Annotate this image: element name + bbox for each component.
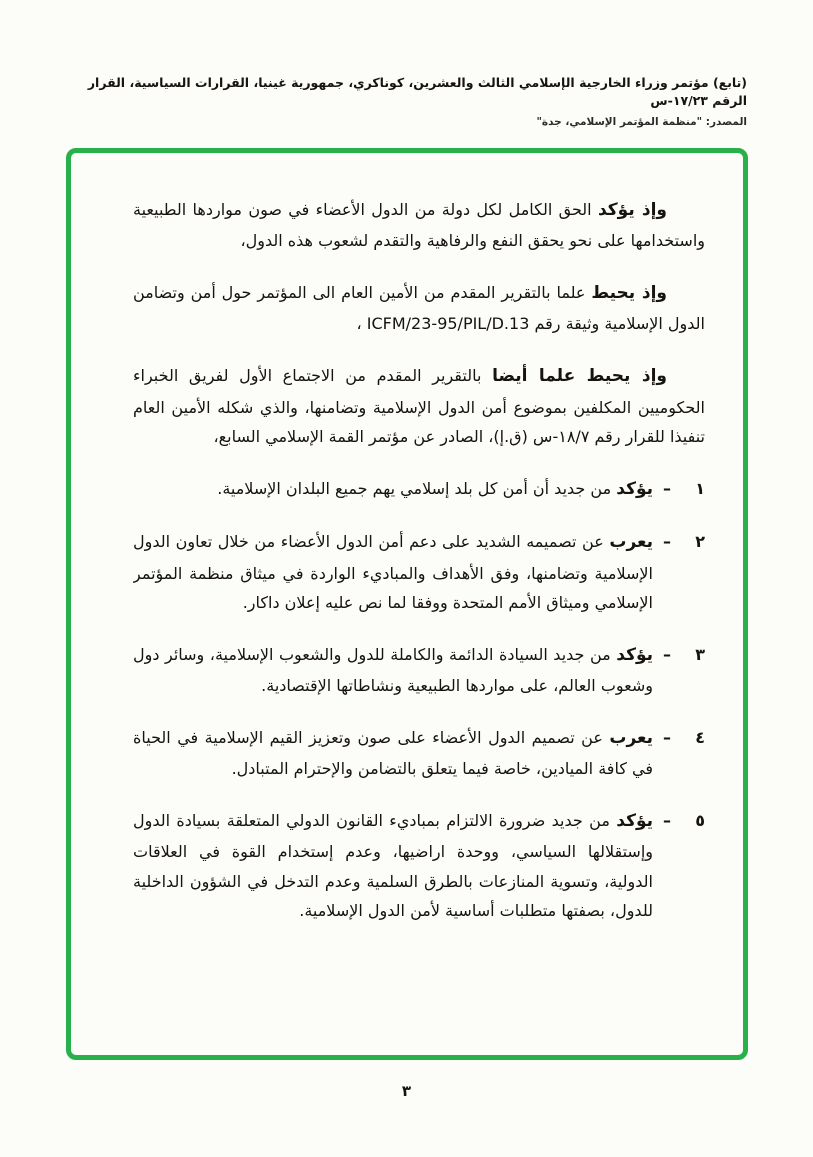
resolution-item-1 bbox=[133, 474, 705, 505]
item-dash: – bbox=[663, 478, 671, 498]
item-dash: – bbox=[663, 727, 671, 747]
item-body-text: عن تصميمه الشديد على دعم أمن الدول الأعضاء من خلال تعاون الدول الإسلامية وتضامنها، وفق الأهداف والمباديء الواردة في ميثاق منظمة المؤتمر الإسلامي وميثاق الأمم المتحدة ووفقا لما نص عليه إعلان داكار. bbox=[133, 532, 653, 613]
item-number bbox=[653, 723, 705, 784]
item-lead: يعرب bbox=[609, 727, 654, 748]
item-dash: – bbox=[663, 810, 671, 830]
item-number-value: ٢ bbox=[695, 532, 705, 552]
item-number bbox=[653, 527, 705, 618]
item-dash: – bbox=[663, 532, 671, 552]
content-border-box bbox=[66, 148, 748, 1060]
item-lead: يؤكد bbox=[616, 478, 653, 499]
item-lead: يعرب bbox=[609, 532, 654, 553]
item-body-text: من جديد أن أمن كل بلد إسلامي يهم جميع البلدان الإسلامية. bbox=[217, 478, 612, 498]
item-text bbox=[133, 723, 653, 784]
paragraph-text: الحق الكامل لكل دولة من الدول الأعضاء في صون مواردها الطبيعية واستخدامها على نحو يحقق النفع والرفاهية والتقدم لشعوب هذه الدول، bbox=[133, 200, 705, 251]
paragraph-text: بالتقرير المقدم من الاجتماع الأول لفريق الخبراء الحكوميين المكلفين بموضوع أمن الدول الإسلامية وتضامنها، والذي شكله الأمين العام تنفيذا للقرار رقم ١٨/٧-س (ق.إ)، الصادر عن مؤتمر القمة الإسلامي السابع، bbox=[133, 366, 705, 447]
header-title: (تابع) مؤتمر وزراء الخارجية الإسلامي الثالث والعشرين، كوناكري، جمهورية غينيا، القرارات السياسية، القرار الرقم ١٧/٢٣-س bbox=[87, 75, 747, 108]
resolution-items-list bbox=[133, 474, 705, 926]
item-number bbox=[653, 474, 705, 505]
paragraph-lead: وإذ يحيط علما أيضا bbox=[492, 366, 667, 387]
document-header bbox=[70, 74, 747, 128]
item-text bbox=[133, 640, 653, 701]
item-body-text: من جديد ضرورة الالتزام بمباديء القانون الدولي المتعلقة بسيادة الدول وإستقلالها السياسي، ووحدة اراضيها، وعدم إستخدام القوة في العلاقات الدولية، وتسوية المنازعات بالطرق السلمية وعدم التدخل في الشؤون الداخلية للدول، بصفتها متطلبات أساسية لأمن الدول الإسلامية. bbox=[133, 810, 653, 921]
preamble-paragraph-2 bbox=[133, 278, 705, 339]
item-text bbox=[133, 806, 653, 926]
item-text bbox=[133, 474, 653, 505]
item-lead: يؤكد bbox=[616, 810, 653, 831]
document-content bbox=[133, 195, 705, 1045]
resolution-item-2 bbox=[133, 527, 705, 618]
item-text bbox=[133, 527, 653, 618]
item-number-value: ٣ bbox=[695, 644, 705, 664]
header-source: المصدر: "منظمة المؤتمر الإسلامي، جدة" bbox=[536, 116, 747, 128]
item-number bbox=[653, 640, 705, 701]
item-number bbox=[653, 806, 705, 926]
item-number-value: ٤ bbox=[695, 727, 705, 747]
item-number-value: ٥ bbox=[695, 810, 705, 830]
item-dash: – bbox=[663, 644, 671, 664]
paragraph-text: علما بالتقرير المقدم من الأمين العام الى المؤتمر حول أمن وتضامن الدول الإسلامية وثيقة رقم ICFM/23-95/PIL/D.13 ، bbox=[133, 283, 705, 334]
item-number-value: ١ bbox=[695, 478, 705, 498]
resolution-item-4 bbox=[133, 723, 705, 784]
paragraph-lead: وإذ يحيط bbox=[591, 283, 667, 304]
item-body-text: من جديد السيادة الدائمة والكاملة للدول والشعوب الإسلامية، وسائر دول وشعوب العالم، على مواردها الطبيعية ونشاطاتها الإقتصادية. bbox=[133, 644, 653, 696]
preamble-paragraph-3 bbox=[133, 361, 705, 452]
paragraph-lead: وإذ يؤكد bbox=[597, 200, 667, 220]
preamble-paragraph-1 bbox=[133, 195, 705, 256]
resolution-item-3 bbox=[133, 640, 705, 701]
resolution-item-5 bbox=[133, 806, 705, 926]
item-lead: يؤكد bbox=[616, 644, 653, 665]
item-body-text: عن تصميم الدول الأعضاء على صون وتعزيز القيم الإسلامية في الحياة في كافة الميادين، خاصة فيما يتعلق بالتضامن والإحترام المتبادل. bbox=[133, 727, 653, 779]
page-number: ٣ bbox=[401, 1082, 412, 1100]
